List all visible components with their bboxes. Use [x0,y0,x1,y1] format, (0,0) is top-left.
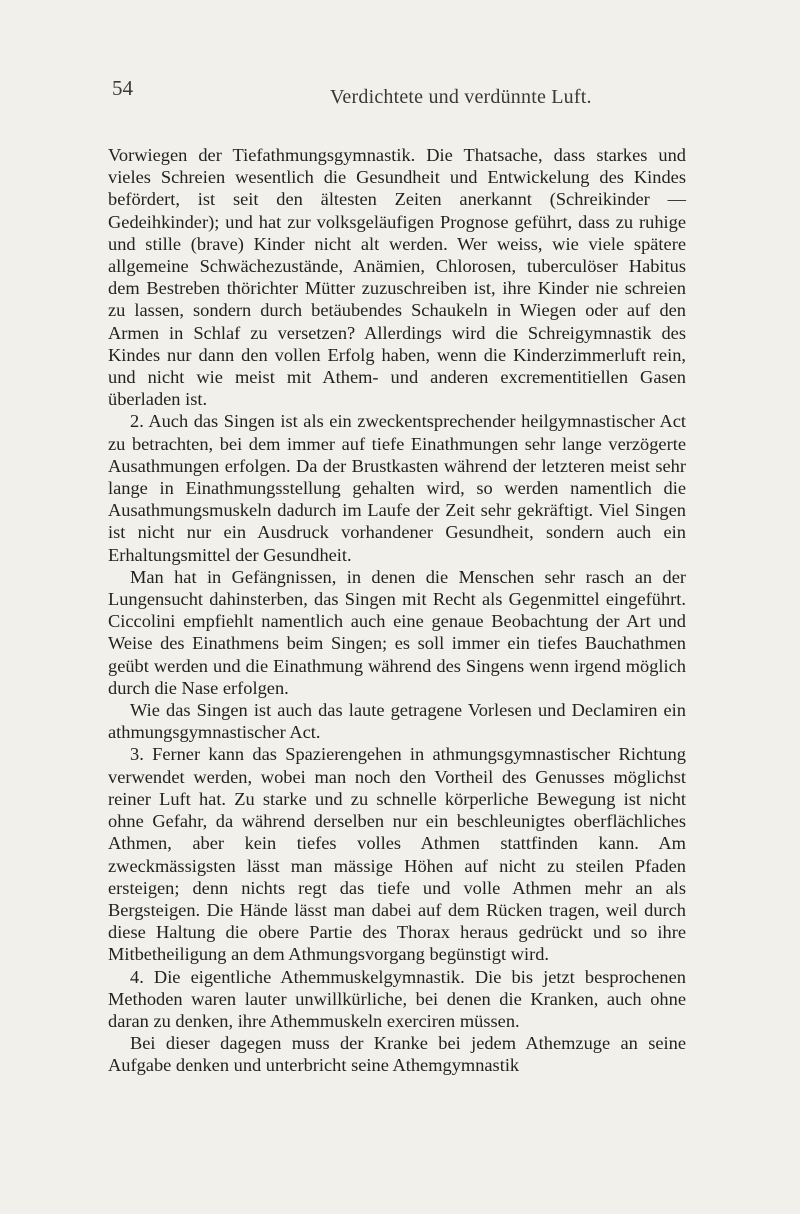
page-header [0,76,800,116]
running-title: Verdichtete und verdünnte Luft. [330,86,592,108]
page-number: 54 [112,76,133,100]
paragraph-spazierengehen: 3. Ferner kann das Spazierengehen in athmungsgymnastischer Richtung verwendet werden, wobei man noch den Vortheil des Genusses möglichst reiner Luft hat. Zu starke und zu schnelle körperliche Bewegung ist nicht ohne Gefahr, da während derselben nur ein beschleunigtes oberflächliches Athmen, aber kein tiefes volles Athmen stattfinden kann. Am zweckmässigsten lässt man mässige Höhen auf nicht zu steilen Pfaden ersteigen; denn nichts regt das tiefe und volle Athmen mehr an als Bergsteigen. Die Hände lässt man dabei auf dem Rücken tragen, weil durch diese Haltung die obere Partie des Thorax heraus gedrückt und so ihre Mitbetheiligung an dem Athmungsvorgang begünstigt wird. [108,744,686,965]
paragraph-athemmuskelgymnastik: 4. Die eigentliche Athemmuskelgymnastik. Die bis jetzt besprochenen Methoden waren lauter unwillkürliche, bei denen die Kranken, auch ohne daran zu denken, ihre Athemmuskeln exerciren müssen. [108,966,686,1031]
paragraph-tiefathmungsgymnastik: Vorwiegen der Tiefathmungsgymnastik. Die Thatsache, dass starkes und vieles Schreien wesentlich die Gesundheit und Entwickelung des Kindes befördert, ist seit den ältesten Zeiten anerkannt (Schreikinder — Gedeihkinder); und hat zur volksgeläufigen Prognose geführt, dass zu ruhige und stille (brave) Kinder nicht alt werden. Wer weiss, wie viele spätere allgemeine Schwächezustände, Anämien, Chlorosen, tuberculöser Habitus dem Bestreben thörichter Mütter zuzuschreiben ist, ihre Kinder nie schreien zu lassen, sondern durch betäubendes Schaukeln in Wiegen oder auf den Armen in Schlaf zu versetzen? Allerdings wird die Schreigymnastik des Kindes nur dann den vollen Erfolg haben, wenn die Kinderzimmerluft rein, und nicht wie meist mit Athem- und anderen excrementitiellen Gasen überladen ist. [108,145,686,410]
paragraph-vorlesen: Wie das Singen ist auch das laute getragene Vorlesen und Declamiren ein athmungsgymnastischer Act. [108,700,686,743]
paragraph-singen: 2. Auch das Singen ist als ein zweckentsprechender heilgymnastischer Act zu betrachten, bei dem immer auf tiefe Einathmungen sehr lange verzögerte Ausathmungen erfolgen. Da der Brustkasten während der letzteren meist sehr lange in Einathmungsstellung gehalten wird, so werden namentlich die Ausathmungsmuskeln dadurch im Laufe der Zeit sehr gekräftigt. Viel Singen ist nicht nur ein Ausdruck vorhandener Gesundheit, sondern auch ein Erhaltungsmittel der Gesundheit. [108,411,686,565]
paragraph-kranke: Bei dieser dagegen muss der Kranke bei jedem Athemzuge an seine Aufgabe denken und unterbricht seine Athemgymnastik [108,1033,686,1076]
paragraph-gefaengnisse: Man hat in Gefängnissen, in denen die Menschen sehr rasch an der Lungensucht dahinsterben, das Singen mit Recht als Gegenmittel eingeführt. Ciccolini empfiehlt namentlich auch eine genaue Beobachtung der Art und Weise des Einathmens beim Singen; es soll immer ein tiefes Bauchathmen geübt werden und die Einathmung während des Singens wenn irgend möglich durch die Nase erfolgen. [108,566,686,698]
body-text [108,144,686,1077]
